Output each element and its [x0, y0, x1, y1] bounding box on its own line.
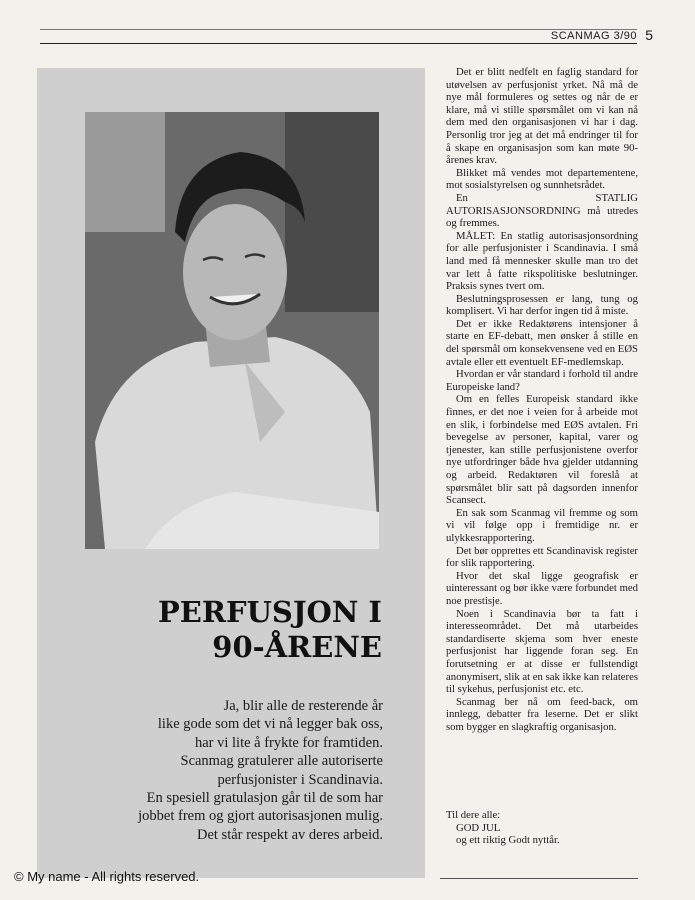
body-paragraph: Det er ikke Redaktørens intensjoner å starte en EF-debatt, men ønsker å stille en del spørsmål om konsekvensene ved en EØS avtale eller ett eventuelt EF-medlemskap. [446, 317, 638, 368]
closing-line: GOD JUL [456, 821, 501, 834]
copyright-notice: © My name - All rights reserved. [14, 869, 200, 884]
body-paragraph: En sak som Scanmag vil fremme og som vi vil følge opp i fremtidige nr. er ulykkesrapportering. [446, 506, 638, 544]
body-paragraph: Det er blitt nedfelt en faglig standard for utøvelsen av perfusjonist yrket. Nå må de nye mål formuleres og settes og når de er klare, må vi stille spørsmålet om vi kan nå dem med den organisasjonen vi har i dag. Personlig tror jeg at det må endringer til for å skape en organisasjon som kan møte 90-årenes krav. [446, 66, 638, 167]
body-paragraph: Scanmag ber nå om feed-back, om innlegg, debatter fra leserne. Det er slikt som bygger en slagkraftig organisasjon. [446, 695, 638, 733]
intro-line: jobbet frem og gjort autorisasjonen mulig. [138, 808, 383, 825]
body-paragraph: Hvordan er vår standard i forhold til andre Europeiske land? [446, 368, 638, 393]
header-rule [40, 43, 637, 44]
headline-line: PERFUSJON I [158, 595, 382, 629]
body-paragraph: MÅLET: En statlig autorisasjonsordning for alle perfusjonister i Scandinavia. I små land med få mennesker skulle man tro det var lett å fatte rikspolitiske beslutninger. Praksis synes tvert om. [446, 229, 638, 293]
body-paragraph: En STATLIG AUTORISASJONSORDNING må utredes og fremmes. [446, 191, 638, 230]
page-number: 5 [645, 27, 653, 43]
closing-line: og ett riktig Godt nyttår. [456, 834, 560, 847]
intro-line: Scanmag gratulerer alle autoriserte [180, 753, 383, 770]
body-paragraph: Om en felles Europeisk standard ikke finnes, er det noe i veien for å arbeide mot en slik, i forbindelse med EØS avtalen. Fri bevegelse av personer, kapital, varer og tjenester, kan stille perfusjonistene overfor nye utfordringer både hva gjelder utdanning og arbeid. Redaktøren vil foreslå at spørsmålet blir satt på dagsorden innenfor Scansect. [446, 393, 638, 507]
body-paragraph: Noen i Scandinavia bør ta fatt i interesseområdet. Det må utarbeides standardiserte skjema som hver eneste perfusjonist har liggende foran seg. En forutsetning er at disse er fullstendigt anonymisert, slik at en sak ikke kan relateres til sykehus, perfusjonist etc. etc. [446, 607, 638, 696]
headline-line: 90-ÅRENE [212, 630, 382, 664]
body-paragraph: Blikket må vendes mot departementene, mot sosialstyrelsen og sunnhetsrådet. [446, 166, 638, 192]
article-headline [100, 595, 382, 665]
body-paragraph: Hvor det skal ligge geografisk er uinteressant og bør ikke være forbundet med noe prestisje. [446, 569, 638, 607]
article-body [446, 66, 638, 733]
body-paragraph: Beslutningsprosessen er lang, tung og komplisert. Vi har derfor ingen tid å miste. [446, 292, 638, 318]
magazine-issue: SCANMAG 3/90 [550, 30, 637, 42]
portrait-photo [85, 112, 379, 549]
closing-line: Til dere alle: [446, 809, 501, 821]
intro-line: har vi lite å frykte for framtiden. [194, 734, 383, 751]
footer-rule [440, 878, 638, 879]
intro-line: like gode som det vi nå legger bak oss, [157, 716, 383, 733]
intro-line: Ja, blir alle de resterende år [223, 698, 383, 714]
intro-line: Det står respekt av deres arbeid. [196, 826, 383, 843]
header-rule-top [40, 29, 637, 30]
intro-line: perfusjonister i Scandinavia. [217, 771, 383, 788]
body-paragraph: Det bør opprettes ett Scandinavisk register for slik rapportering. [446, 544, 638, 570]
intro-line: En spesiell gratulasjon går til de som har [146, 790, 383, 807]
article-closing [446, 809, 638, 847]
article-intro [95, 697, 383, 844]
